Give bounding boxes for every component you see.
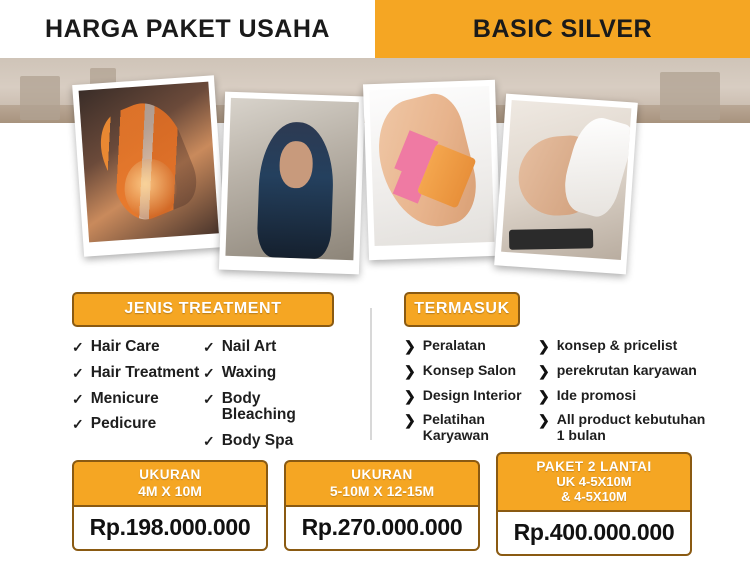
price-card-label-line2: UK 4-5X10M: [556, 474, 632, 489]
list-item: [203, 391, 334, 424]
check-icon: ✓: [203, 364, 215, 381]
list-item-label: Hair Treatment: [90, 363, 200, 381]
treatments-column-2: [203, 339, 334, 459]
section-divider: [370, 308, 372, 440]
arrow-icon: ❯: [404, 362, 416, 379]
list-item-label: konsep & pricelist: [556, 337, 678, 353]
list-item-label: Design Interior: [422, 386, 522, 403]
list-item: [404, 388, 538, 405]
price-card-body: [72, 505, 268, 551]
pedicure-photo-image: [501, 100, 631, 260]
arrow-icon: ❯: [538, 338, 550, 354]
included-block: [404, 292, 716, 451]
photo-gallery: [0, 58, 750, 288]
list-item-label: Ide promosi: [556, 386, 637, 403]
list-item: [404, 412, 538, 442]
hair-color-photo: [219, 92, 365, 275]
arrow-icon: ❯: [538, 387, 550, 404]
check-icon: ✓: [203, 390, 215, 407]
price-card-label-line1: UKURAN: [351, 467, 413, 482]
price-card-label-line1: PAKET 2 LANTAI: [536, 459, 652, 474]
price-card-label-line2: 4M X 10M: [138, 483, 202, 499]
arrow-icon: ❯: [404, 338, 416, 354]
check-icon: ✓: [203, 339, 215, 355]
list-item-label: Body Spa: [221, 432, 294, 450]
check-icon: ✓: [72, 416, 84, 433]
hair-color-photo-image: [225, 98, 358, 260]
list-item: [538, 338, 716, 355]
list-item-label: Pedicure: [90, 415, 157, 433]
arrow-icon: ❯: [538, 412, 550, 429]
check-icon: ✓: [72, 390, 84, 407]
included-column-2: [538, 338, 716, 451]
list-item: [538, 412, 716, 442]
arrow-icon: ❯: [404, 412, 416, 429]
price-card-label-line3: & 4-5X10M: [561, 489, 627, 504]
included-column-1: [404, 338, 538, 451]
list-item-label: perekrutan karyawan: [556, 361, 697, 378]
list-item: [203, 339, 334, 356]
treatments-title: JENIS TREATMENT: [72, 292, 334, 327]
treatments-block: [72, 292, 334, 459]
header-right-panel: [375, 0, 750, 58]
list-item-label: Menicure: [90, 389, 159, 407]
bottom-spacer: [0, 574, 750, 580]
included-title: TERMASUK: [404, 292, 520, 327]
nail-art-photo: [72, 75, 226, 256]
pedicure-photo-accent: [509, 229, 593, 250]
pedicure-photo: [494, 94, 638, 275]
list-item-label: Peralatan: [422, 337, 486, 353]
page-title: HARGA PAKET USAHA: [45, 14, 330, 43]
list-item: [538, 388, 716, 405]
list-item: [72, 365, 203, 382]
list-item-label: Nail Art: [221, 338, 277, 355]
price-card-header: [496, 452, 692, 510]
page-header: [0, 0, 750, 58]
list-item-label: Hair Care: [90, 338, 160, 355]
details-section: [0, 288, 750, 460]
price-card-label-line2: 5-10M X 12-15M: [329, 483, 435, 499]
price-card: [72, 460, 268, 551]
pricing-cards: [0, 460, 750, 580]
price-card-label-line1: UKURAN: [139, 467, 201, 482]
room-decor-chair: [20, 76, 60, 120]
package-tier-title: BASIC SILVER: [472, 14, 653, 43]
list-item-label: Body Bleaching: [221, 389, 296, 424]
room-decor-shelf: [660, 72, 720, 120]
price-value: Rp.270.000.000: [301, 514, 463, 540]
price-card-body: [496, 510, 692, 556]
arrow-icon: ❯: [404, 387, 416, 404]
treatments-column-1: [72, 339, 203, 459]
list-item: [203, 365, 334, 382]
price-card: [496, 452, 692, 556]
price-card: [284, 460, 480, 551]
list-item: [404, 363, 538, 380]
list-item: [72, 339, 203, 356]
list-item-label: Konsep Salon: [422, 361, 517, 378]
list-item: [72, 391, 203, 408]
arrow-icon: ❯: [538, 362, 550, 379]
list-item-label: Pelatihan Karyawan: [422, 411, 489, 443]
list-item-label: Waxing: [221, 363, 277, 381]
check-icon: ✓: [72, 364, 84, 381]
nail-art-photo-image: [79, 82, 219, 243]
list-item: [538, 363, 716, 380]
waxing-photo-image: [369, 86, 494, 246]
price-value: Rp.198.000.000: [89, 514, 251, 540]
header-left-panel: [0, 0, 375, 58]
check-icon: ✓: [72, 339, 84, 355]
waxing-photo: [363, 80, 501, 260]
price-card-body: [284, 505, 480, 551]
price-value: Rp.400.000.000: [513, 519, 675, 545]
list-item-label: All product kebutuhan 1 bulan: [556, 411, 706, 443]
price-card-header: [284, 460, 480, 505]
check-icon: ✓: [203, 433, 215, 450]
price-card-header: [72, 460, 268, 505]
list-item: [404, 338, 538, 355]
list-item: [203, 433, 334, 450]
list-item: [72, 416, 203, 433]
